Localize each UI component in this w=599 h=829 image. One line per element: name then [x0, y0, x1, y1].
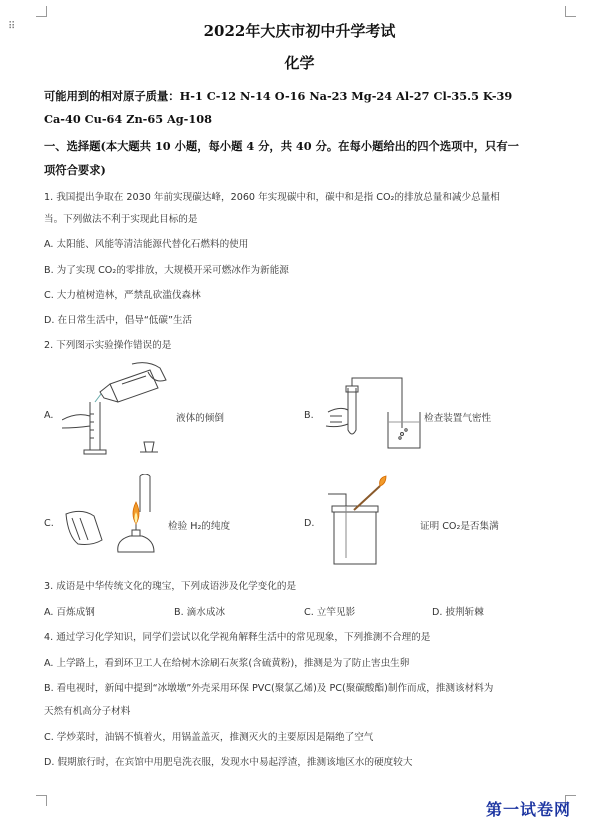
atomic-mass-line: 可能用到的相对原子质量：H-1 C-12 N-14 O-16 Na-23 Mg-24 Al-27 Cl-35.5 K-39	[44, 89, 513, 103]
option-letter: C.	[44, 518, 54, 529]
question-stem: 3. 成语是中华传统文化的瑰宝，下列成语涉及化学变化的是	[44, 581, 297, 592]
answer-option: D. 假期旅行时，在宾馆中用肥皂洗衣服，发现水中易起浮渣，推测该地区水的硬度较大	[44, 757, 413, 768]
option-caption: 检验 H₂的纯度	[168, 521, 231, 532]
option-caption: 液体的倾倒	[176, 413, 224, 424]
question-stem: 1. 我国提出争取在 2030 年前实现碳达峰，2060 年实现碳中和，碳中和是指 CO₂的排放总量和减少总量相	[44, 192, 500, 203]
page-corner-mark	[36, 795, 47, 806]
drag-handle-icon[interactable]: ⠿	[8, 21, 15, 32]
option-caption: 证明 CO₂是否集满	[420, 521, 499, 532]
answer-option: D. 在日常生活中，倡导“低碳”生活	[44, 315, 193, 326]
option-letter: A.	[44, 410, 54, 421]
watermark-logo: 第一试卷网	[486, 800, 572, 819]
option-letter: D.	[304, 518, 315, 529]
airtightness-check-illustration	[318, 372, 424, 452]
page-corner-mark	[565, 6, 576, 17]
question-stem: 当。下列做法不利于实现此目标的是	[44, 214, 198, 225]
section-heading: 项符合要求)	[44, 163, 106, 177]
section-heading: 一、选择题(本大题共 10 小题，每小题 4 分，共 40 分。在每小题给出的四个选项中，只有一	[44, 139, 519, 153]
hydrogen-purity-test-illustration	[62, 474, 166, 570]
exam-title: 2022年大庆市初中升学考试	[203, 22, 396, 40]
answer-option: B. 为了实现 CO₂的零排放，大规模开采可燃冰作为新能源	[44, 265, 289, 276]
option-caption: 检查装置气密性	[424, 413, 492, 424]
question-stem: 2. 下列图示实验操作错误的是	[44, 340, 172, 351]
co2-collection-test-illustration	[324, 474, 396, 570]
answer-option: C. 立竿见影	[304, 607, 356, 618]
answer-option: C. 大力植树造林，严禁乱砍滥伐森林	[44, 290, 201, 301]
option-letter: B.	[304, 410, 314, 421]
answer-option: B. 滴水成冰	[174, 607, 226, 618]
exam-subject: 化学	[284, 54, 315, 72]
answer-option: D. 披荆斩棘	[432, 607, 484, 618]
answer-option: A. 百炼成钢	[44, 607, 95, 618]
question-stem: 4. 通过学习化学知识，同学们尝试以化学视角解释生活中的常见现象，下列推测不合理的是	[44, 632, 431, 643]
answer-option-continuation: 天然有机高分子材料	[44, 706, 131, 717]
answer-option: B. 看电视时，新闻中提到“冰墩墩”外壳采用环保 PVC(聚氯乙烯)及 PC(聚碳酸酯)制作而成，推测该材料为	[44, 683, 494, 694]
page-corner-mark	[36, 6, 47, 17]
atomic-mass-line: Ca-40 Cu-64 Zn-65 Ag-108	[44, 112, 212, 126]
answer-option: A. 太阳能、风能等清洁能源代替化石燃料的使用	[44, 239, 249, 250]
answer-option: C. 学炒菜时，油锅不慎着火，用锅盖盖灭，推测灭火的主要原因是隔绝了空气	[44, 732, 374, 743]
answer-option: A. 上学路上，看到环卫工人在给树木涂刷石灰浆(含硫黄粉)，推测是为了防止害虫生卵	[44, 658, 410, 669]
pouring-liquid-illustration	[62, 362, 174, 462]
